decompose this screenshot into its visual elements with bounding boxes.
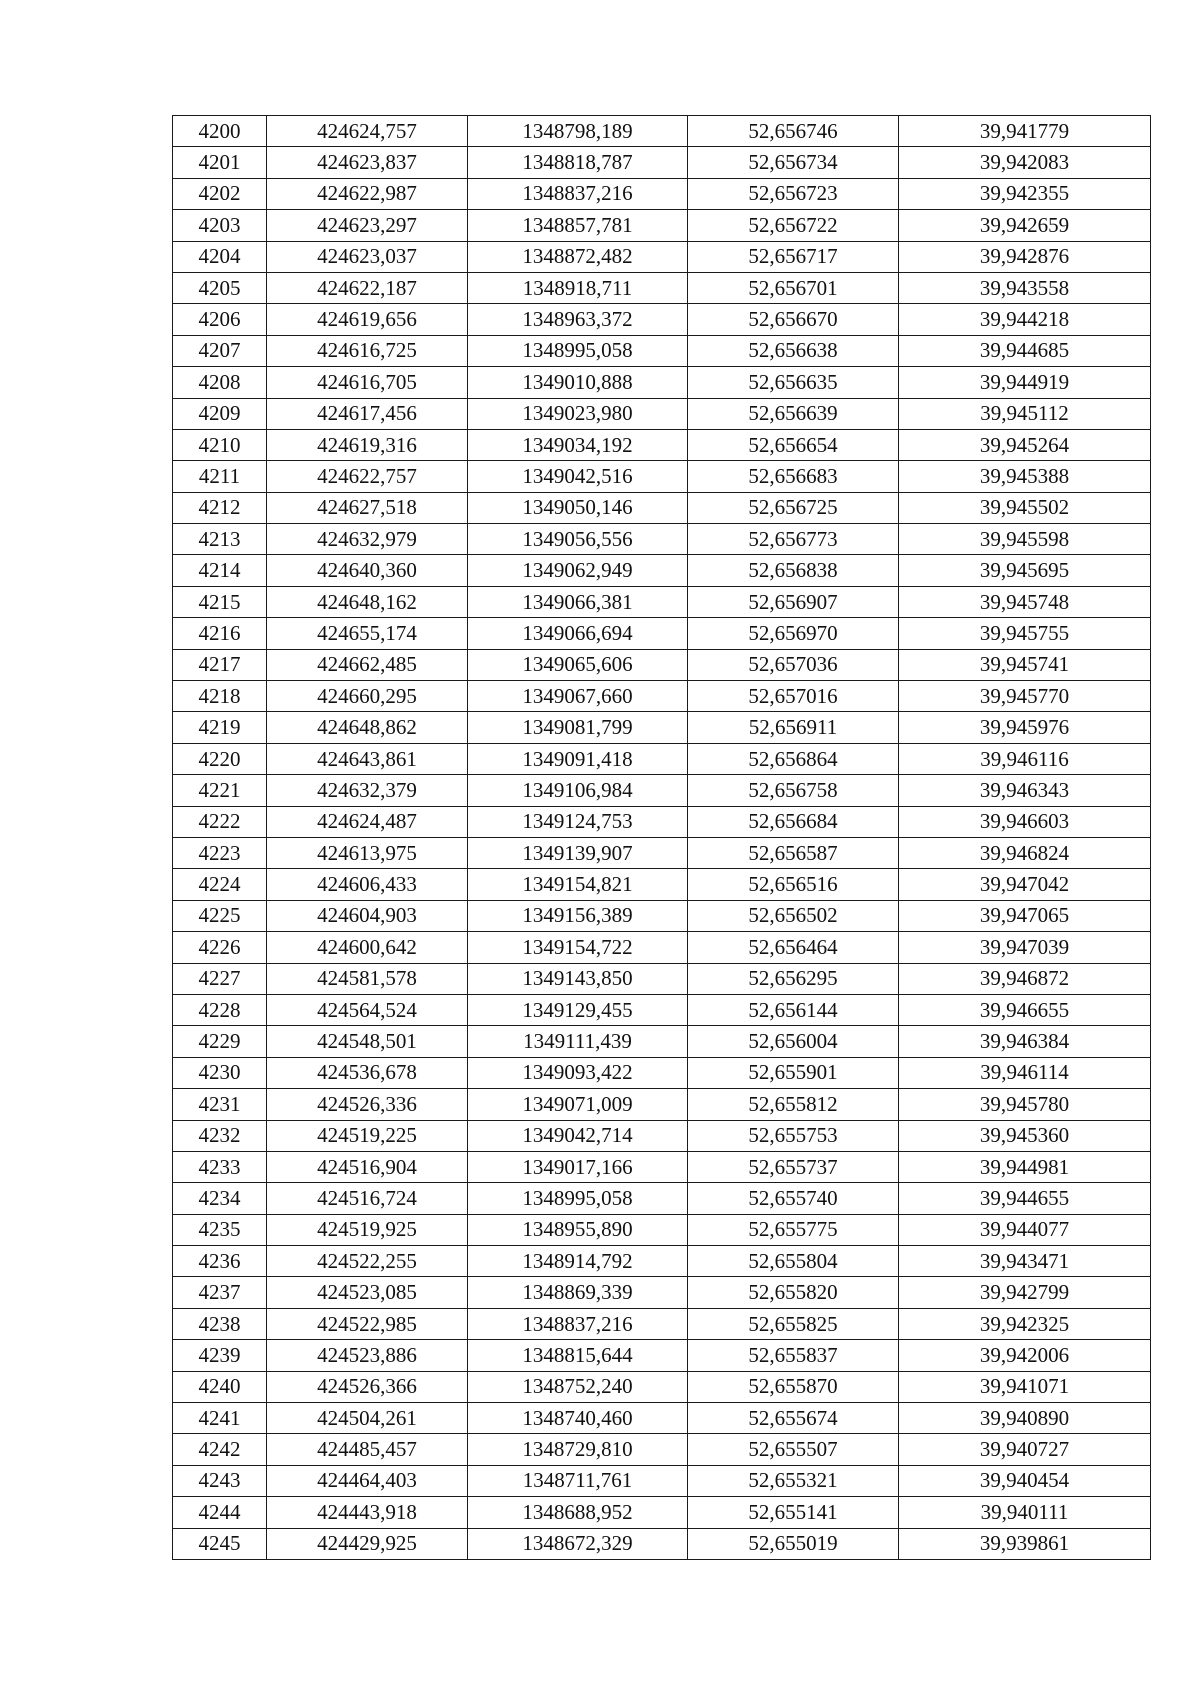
cell-x-coordinate: 424640,360 xyxy=(267,555,468,586)
cell-point-number: 4243 xyxy=(173,1465,267,1496)
cell-y-coordinate: 1349042,714 xyxy=(468,1120,688,1151)
cell-point-number: 4210 xyxy=(173,429,267,460)
cell-y-coordinate: 1348857,781 xyxy=(468,210,688,241)
cell-x-coordinate: 424616,725 xyxy=(267,335,468,366)
cell-x-coordinate: 424523,085 xyxy=(267,1277,468,1308)
table-row xyxy=(173,524,1151,555)
table-row xyxy=(173,1403,1151,1434)
cell-y-coordinate: 1349143,850 xyxy=(468,963,688,994)
cell-latitude: 52,655753 xyxy=(688,1120,899,1151)
cell-latitude: 52,656144 xyxy=(688,994,899,1025)
cell-y-coordinate: 1348837,216 xyxy=(468,1308,688,1339)
cell-x-coordinate: 424519,225 xyxy=(267,1120,468,1151)
cell-point-number: 4225 xyxy=(173,900,267,931)
cell-point-number: 4216 xyxy=(173,618,267,649)
cell-point-number: 4232 xyxy=(173,1120,267,1151)
cell-longitude: 39,945976 xyxy=(899,712,1151,743)
table-row xyxy=(173,994,1151,1025)
cell-x-coordinate: 424616,705 xyxy=(267,367,468,398)
cell-x-coordinate: 424516,724 xyxy=(267,1183,468,1214)
cell-latitude: 52,655507 xyxy=(688,1434,899,1465)
cell-longitude: 39,944981 xyxy=(899,1151,1151,1182)
cell-point-number: 4236 xyxy=(173,1246,267,1277)
table-row xyxy=(173,1308,1151,1339)
table-row xyxy=(173,1528,1151,1559)
cell-y-coordinate: 1348963,372 xyxy=(468,304,688,335)
table-row xyxy=(173,1214,1151,1245)
cell-latitude: 52,655870 xyxy=(688,1371,899,1402)
cell-y-coordinate: 1349154,722 xyxy=(468,932,688,963)
cell-y-coordinate: 1349106,984 xyxy=(468,775,688,806)
cell-longitude: 39,943558 xyxy=(899,272,1151,303)
cell-y-coordinate: 1349129,455 xyxy=(468,994,688,1025)
cell-x-coordinate: 424581,578 xyxy=(267,963,468,994)
cell-x-coordinate: 424443,918 xyxy=(267,1497,468,1528)
table-row xyxy=(173,932,1151,963)
cell-x-coordinate: 424516,904 xyxy=(267,1151,468,1182)
cell-longitude: 39,946824 xyxy=(899,837,1151,868)
coordinates-table-body xyxy=(173,116,1151,1560)
cell-longitude: 39,939861 xyxy=(899,1528,1151,1559)
cell-latitude: 52,656725 xyxy=(688,492,899,523)
cell-point-number: 4217 xyxy=(173,649,267,680)
cell-latitude: 52,656970 xyxy=(688,618,899,649)
cell-longitude: 39,946114 xyxy=(899,1057,1151,1088)
table-row xyxy=(173,1120,1151,1151)
cell-point-number: 4233 xyxy=(173,1151,267,1182)
table-row xyxy=(173,116,1151,147)
table-row xyxy=(173,555,1151,586)
table-row xyxy=(173,1340,1151,1371)
cell-x-coordinate: 424655,174 xyxy=(267,618,468,649)
cell-longitude: 39,940727 xyxy=(899,1434,1151,1465)
cell-latitude: 52,656683 xyxy=(688,461,899,492)
cell-latitude: 52,657016 xyxy=(688,681,899,712)
cell-point-number: 4207 xyxy=(173,335,267,366)
cell-point-number: 4213 xyxy=(173,524,267,555)
cell-point-number: 4227 xyxy=(173,963,267,994)
cell-y-coordinate: 1349034,192 xyxy=(468,429,688,460)
cell-point-number: 4229 xyxy=(173,1026,267,1057)
cell-y-coordinate: 1348918,711 xyxy=(468,272,688,303)
cell-point-number: 4231 xyxy=(173,1089,267,1120)
cell-latitude: 52,656670 xyxy=(688,304,899,335)
cell-longitude: 39,946343 xyxy=(899,775,1151,806)
cell-latitude: 52,655901 xyxy=(688,1057,899,1088)
cell-point-number: 4215 xyxy=(173,586,267,617)
cell-latitude: 52,656722 xyxy=(688,210,899,241)
cell-latitude: 52,656907 xyxy=(688,586,899,617)
cell-x-coordinate: 424622,757 xyxy=(267,461,468,492)
cell-longitude: 39,946872 xyxy=(899,963,1151,994)
cell-y-coordinate: 1348995,058 xyxy=(468,335,688,366)
cell-x-coordinate: 424623,037 xyxy=(267,241,468,272)
cell-point-number: 4218 xyxy=(173,681,267,712)
cell-x-coordinate: 424643,861 xyxy=(267,743,468,774)
table-row xyxy=(173,743,1151,774)
cell-x-coordinate: 424613,975 xyxy=(267,837,468,868)
cell-y-coordinate: 1349124,753 xyxy=(468,806,688,837)
cell-y-coordinate: 1349071,009 xyxy=(468,1089,688,1120)
table-row xyxy=(173,272,1151,303)
table-row xyxy=(173,1497,1151,1528)
cell-point-number: 4212 xyxy=(173,492,267,523)
table-row xyxy=(173,963,1151,994)
cell-x-coordinate: 424604,903 xyxy=(267,900,468,931)
cell-x-coordinate: 424522,255 xyxy=(267,1246,468,1277)
cell-latitude: 52,656639 xyxy=(688,398,899,429)
cell-x-coordinate: 424619,656 xyxy=(267,304,468,335)
cell-y-coordinate: 1348995,058 xyxy=(468,1183,688,1214)
cell-latitude: 52,656701 xyxy=(688,272,899,303)
table-row xyxy=(173,210,1151,241)
cell-y-coordinate: 1348818,787 xyxy=(468,147,688,178)
cell-latitude: 52,656684 xyxy=(688,806,899,837)
cell-longitude: 39,945598 xyxy=(899,524,1151,555)
cell-x-coordinate: 424624,487 xyxy=(267,806,468,837)
cell-point-number: 4208 xyxy=(173,367,267,398)
cell-longitude: 39,945780 xyxy=(899,1089,1151,1120)
cell-point-number: 4203 xyxy=(173,210,267,241)
cell-y-coordinate: 1349067,660 xyxy=(468,681,688,712)
cell-longitude: 39,944077 xyxy=(899,1214,1151,1245)
cell-y-coordinate: 1349042,516 xyxy=(468,461,688,492)
cell-longitude: 39,945502 xyxy=(899,492,1151,523)
cell-y-coordinate: 1349056,556 xyxy=(468,524,688,555)
cell-y-coordinate: 1349081,799 xyxy=(468,712,688,743)
table-row xyxy=(173,869,1151,900)
cell-x-coordinate: 424623,837 xyxy=(267,147,468,178)
cell-longitude: 39,946603 xyxy=(899,806,1151,837)
cell-latitude: 52,656911 xyxy=(688,712,899,743)
table-row xyxy=(173,649,1151,680)
cell-longitude: 39,942799 xyxy=(899,1277,1151,1308)
table-row xyxy=(173,1277,1151,1308)
cell-x-coordinate: 424648,862 xyxy=(267,712,468,743)
table-row xyxy=(173,1434,1151,1465)
cell-latitude: 52,655820 xyxy=(688,1277,899,1308)
cell-longitude: 39,940454 xyxy=(899,1465,1151,1496)
cell-longitude: 39,940890 xyxy=(899,1403,1151,1434)
cell-y-coordinate: 1348688,952 xyxy=(468,1497,688,1528)
cell-latitude: 52,655837 xyxy=(688,1340,899,1371)
cell-x-coordinate: 424622,987 xyxy=(267,178,468,209)
cell-x-coordinate: 424504,261 xyxy=(267,1403,468,1434)
cell-longitude: 39,944919 xyxy=(899,367,1151,398)
table-row xyxy=(173,492,1151,523)
cell-x-coordinate: 424485,457 xyxy=(267,1434,468,1465)
cell-y-coordinate: 1348869,339 xyxy=(468,1277,688,1308)
cell-latitude: 52,656587 xyxy=(688,837,899,868)
cell-x-coordinate: 424627,518 xyxy=(267,492,468,523)
table-row xyxy=(173,837,1151,868)
cell-point-number: 4230 xyxy=(173,1057,267,1088)
cell-latitude: 52,656723 xyxy=(688,178,899,209)
cell-longitude: 39,945264 xyxy=(899,429,1151,460)
cell-point-number: 4220 xyxy=(173,743,267,774)
cell-y-coordinate: 1349139,907 xyxy=(468,837,688,868)
cell-x-coordinate: 424624,757 xyxy=(267,116,468,147)
cell-latitude: 52,656773 xyxy=(688,524,899,555)
table-row xyxy=(173,900,1151,931)
cell-latitude: 52,655775 xyxy=(688,1214,899,1245)
cell-y-coordinate: 1348837,216 xyxy=(468,178,688,209)
cell-point-number: 4224 xyxy=(173,869,267,900)
cell-point-number: 4211 xyxy=(173,461,267,492)
cell-longitude: 39,947065 xyxy=(899,900,1151,931)
cell-x-coordinate: 424564,524 xyxy=(267,994,468,1025)
table-row xyxy=(173,367,1151,398)
cell-x-coordinate: 424632,979 xyxy=(267,524,468,555)
cell-x-coordinate: 424648,162 xyxy=(267,586,468,617)
cell-y-coordinate: 1348711,761 xyxy=(468,1465,688,1496)
cell-y-coordinate: 1349111,439 xyxy=(468,1026,688,1057)
cell-point-number: 4245 xyxy=(173,1528,267,1559)
cell-longitude: 39,947042 xyxy=(899,869,1151,900)
cell-y-coordinate: 1349066,381 xyxy=(468,586,688,617)
table-row xyxy=(173,806,1151,837)
cell-y-coordinate: 1349050,146 xyxy=(468,492,688,523)
table-row xyxy=(173,335,1151,366)
cell-longitude: 39,945112 xyxy=(899,398,1151,429)
cell-longitude: 39,946116 xyxy=(899,743,1151,774)
table-row xyxy=(173,618,1151,649)
table-row xyxy=(173,1057,1151,1088)
cell-point-number: 4222 xyxy=(173,806,267,837)
cell-point-number: 4221 xyxy=(173,775,267,806)
table-row xyxy=(173,241,1151,272)
cell-longitude: 39,941071 xyxy=(899,1371,1151,1402)
cell-longitude: 39,943471 xyxy=(899,1246,1151,1277)
cell-x-coordinate: 424632,379 xyxy=(267,775,468,806)
cell-x-coordinate: 424526,336 xyxy=(267,1089,468,1120)
cell-longitude: 39,942325 xyxy=(899,1308,1151,1339)
cell-y-coordinate: 1349010,888 xyxy=(468,367,688,398)
cell-point-number: 4205 xyxy=(173,272,267,303)
cell-y-coordinate: 1349093,422 xyxy=(468,1057,688,1088)
cell-point-number: 4235 xyxy=(173,1214,267,1245)
cell-point-number: 4223 xyxy=(173,837,267,868)
cell-latitude: 52,656864 xyxy=(688,743,899,774)
cell-longitude: 39,947039 xyxy=(899,932,1151,963)
cell-point-number: 4237 xyxy=(173,1277,267,1308)
cell-longitude: 39,942006 xyxy=(899,1340,1151,1371)
table-row xyxy=(173,1089,1151,1120)
cell-longitude: 39,945388 xyxy=(899,461,1151,492)
cell-longitude: 39,945695 xyxy=(899,555,1151,586)
cell-longitude: 39,942659 xyxy=(899,210,1151,241)
cell-y-coordinate: 1349065,606 xyxy=(468,649,688,680)
cell-x-coordinate: 424662,485 xyxy=(267,649,468,680)
cell-latitude: 52,657036 xyxy=(688,649,899,680)
cell-x-coordinate: 424619,316 xyxy=(267,429,468,460)
table-row xyxy=(173,681,1151,712)
cell-point-number: 4226 xyxy=(173,932,267,963)
cell-point-number: 4204 xyxy=(173,241,267,272)
coordinates-table xyxy=(172,115,1151,1560)
cell-longitude: 39,940111 xyxy=(899,1497,1151,1528)
cell-y-coordinate: 1348752,240 xyxy=(468,1371,688,1402)
table-row xyxy=(173,1371,1151,1402)
cell-longitude: 39,945360 xyxy=(899,1120,1151,1151)
cell-point-number: 4241 xyxy=(173,1403,267,1434)
cell-latitude: 52,656654 xyxy=(688,429,899,460)
cell-x-coordinate: 424464,403 xyxy=(267,1465,468,1496)
cell-point-number: 4234 xyxy=(173,1183,267,1214)
cell-x-coordinate: 424606,433 xyxy=(267,869,468,900)
table-row xyxy=(173,1465,1151,1496)
cell-latitude: 52,655019 xyxy=(688,1528,899,1559)
cell-latitude: 52,655804 xyxy=(688,1246,899,1277)
cell-y-coordinate: 1348740,460 xyxy=(468,1403,688,1434)
cell-latitude: 52,656004 xyxy=(688,1026,899,1057)
cell-latitude: 52,656464 xyxy=(688,932,899,963)
cell-point-number: 4214 xyxy=(173,555,267,586)
cell-longitude: 39,945755 xyxy=(899,618,1151,649)
table-row xyxy=(173,1183,1151,1214)
table-row xyxy=(173,429,1151,460)
cell-y-coordinate: 1348798,189 xyxy=(468,116,688,147)
cell-point-number: 4200 xyxy=(173,116,267,147)
cell-latitude: 52,655321 xyxy=(688,1465,899,1496)
cell-y-coordinate: 1349154,821 xyxy=(468,869,688,900)
cell-longitude: 39,941779 xyxy=(899,116,1151,147)
cell-latitude: 52,655737 xyxy=(688,1151,899,1182)
cell-latitude: 52,655740 xyxy=(688,1183,899,1214)
cell-x-coordinate: 424617,456 xyxy=(267,398,468,429)
cell-longitude: 39,942355 xyxy=(899,178,1151,209)
table-row xyxy=(173,304,1151,335)
cell-point-number: 4240 xyxy=(173,1371,267,1402)
table-row xyxy=(173,586,1151,617)
cell-latitude: 52,656758 xyxy=(688,775,899,806)
cell-y-coordinate: 1348914,792 xyxy=(468,1246,688,1277)
cell-point-number: 4201 xyxy=(173,147,267,178)
cell-latitude: 52,656746 xyxy=(688,116,899,147)
cell-longitude: 39,944218 xyxy=(899,304,1151,335)
cell-y-coordinate: 1349091,418 xyxy=(468,743,688,774)
cell-longitude: 39,945748 xyxy=(899,586,1151,617)
cell-x-coordinate: 424522,985 xyxy=(267,1308,468,1339)
cell-point-number: 4239 xyxy=(173,1340,267,1371)
cell-longitude: 39,944685 xyxy=(899,335,1151,366)
table-row xyxy=(173,1026,1151,1057)
cell-y-coordinate: 1348729,810 xyxy=(468,1434,688,1465)
table-row xyxy=(173,1151,1151,1182)
cell-x-coordinate: 424623,297 xyxy=(267,210,468,241)
cell-y-coordinate: 1349062,949 xyxy=(468,555,688,586)
cell-latitude: 52,656502 xyxy=(688,900,899,931)
cell-latitude: 52,655812 xyxy=(688,1089,899,1120)
cell-longitude: 39,942876 xyxy=(899,241,1151,272)
cell-longitude: 39,942083 xyxy=(899,147,1151,178)
cell-latitude: 52,656838 xyxy=(688,555,899,586)
cell-longitude: 39,945770 xyxy=(899,681,1151,712)
cell-longitude: 39,946384 xyxy=(899,1026,1151,1057)
table-row xyxy=(173,775,1151,806)
cell-longitude: 39,944655 xyxy=(899,1183,1151,1214)
cell-longitude: 39,946655 xyxy=(899,994,1151,1025)
table-row xyxy=(173,712,1151,743)
table-row xyxy=(173,1246,1151,1277)
cell-latitude: 52,655141 xyxy=(688,1497,899,1528)
cell-latitude: 52,656635 xyxy=(688,367,899,398)
cell-point-number: 4228 xyxy=(173,994,267,1025)
cell-latitude: 52,656295 xyxy=(688,963,899,994)
cell-y-coordinate: 1348955,890 xyxy=(468,1214,688,1245)
cell-x-coordinate: 424536,678 xyxy=(267,1057,468,1088)
cell-latitude: 52,655825 xyxy=(688,1308,899,1339)
cell-x-coordinate: 424600,642 xyxy=(267,932,468,963)
cell-point-number: 4209 xyxy=(173,398,267,429)
cell-latitude: 52,656734 xyxy=(688,147,899,178)
table-row xyxy=(173,398,1151,429)
table-row xyxy=(173,178,1151,209)
cell-latitude: 52,656717 xyxy=(688,241,899,272)
cell-point-number: 4202 xyxy=(173,178,267,209)
cell-x-coordinate: 424429,925 xyxy=(267,1528,468,1559)
cell-latitude: 52,656638 xyxy=(688,335,899,366)
cell-x-coordinate: 424548,501 xyxy=(267,1026,468,1057)
cell-latitude: 52,656516 xyxy=(688,869,899,900)
cell-point-number: 4219 xyxy=(173,712,267,743)
cell-y-coordinate: 1349023,980 xyxy=(468,398,688,429)
cell-point-number: 4238 xyxy=(173,1308,267,1339)
cell-x-coordinate: 424622,187 xyxy=(267,272,468,303)
cell-point-number: 4206 xyxy=(173,304,267,335)
cell-y-coordinate: 1349017,166 xyxy=(468,1151,688,1182)
cell-x-coordinate: 424519,925 xyxy=(267,1214,468,1245)
cell-x-coordinate: 424526,366 xyxy=(267,1371,468,1402)
cell-y-coordinate: 1349156,389 xyxy=(468,900,688,931)
cell-x-coordinate: 424523,886 xyxy=(267,1340,468,1371)
cell-x-coordinate: 424660,295 xyxy=(267,681,468,712)
cell-point-number: 4242 xyxy=(173,1434,267,1465)
table-row xyxy=(173,461,1151,492)
table-row xyxy=(173,147,1151,178)
cell-point-number: 4244 xyxy=(173,1497,267,1528)
cell-y-coordinate: 1348672,329 xyxy=(468,1528,688,1559)
cell-y-coordinate: 1348872,482 xyxy=(468,241,688,272)
cell-y-coordinate: 1348815,644 xyxy=(468,1340,688,1371)
cell-longitude: 39,945741 xyxy=(899,649,1151,680)
cell-y-coordinate: 1349066,694 xyxy=(468,618,688,649)
cell-latitude: 52,655674 xyxy=(688,1403,899,1434)
